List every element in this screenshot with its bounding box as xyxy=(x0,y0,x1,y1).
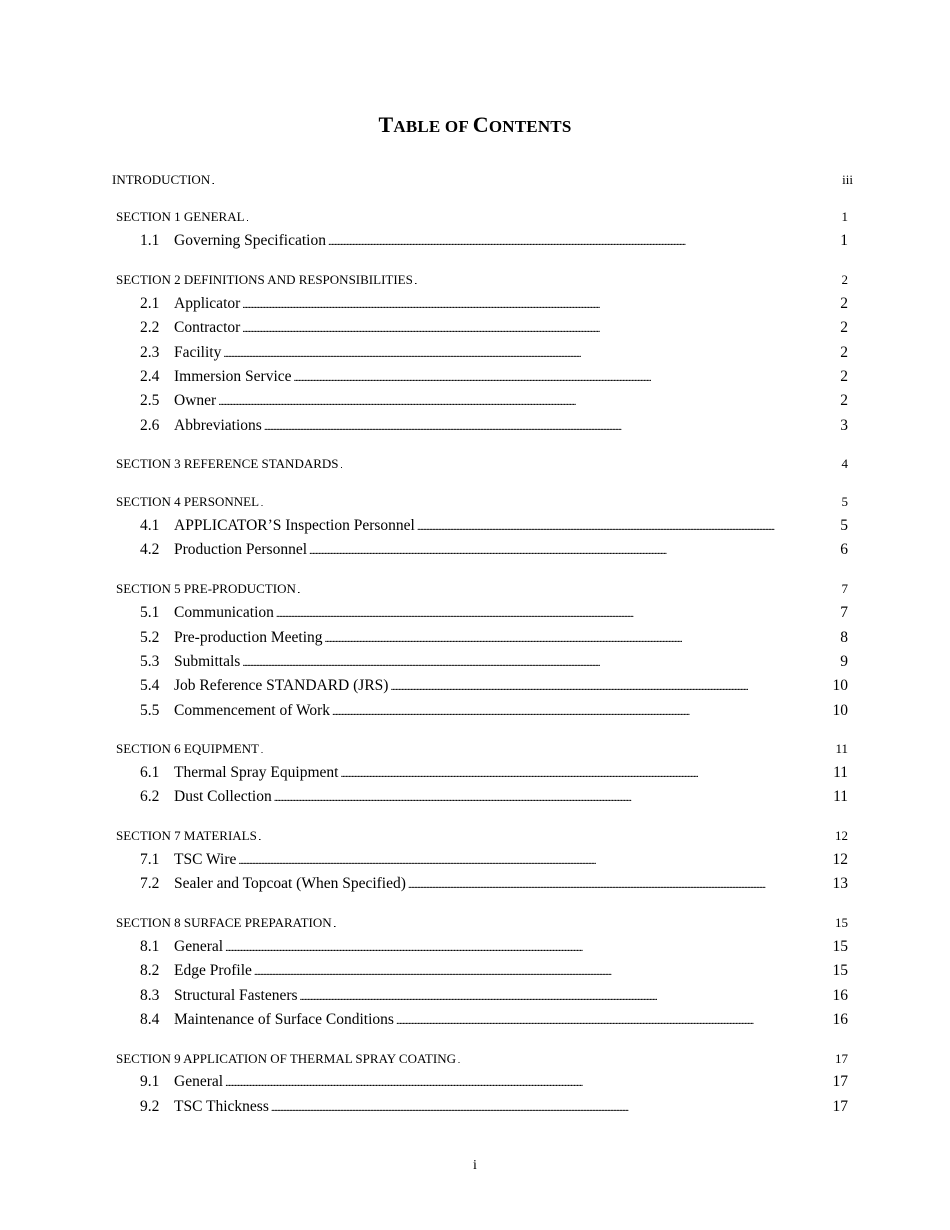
toc-section-page: 12 xyxy=(835,828,848,843)
dot-leader xyxy=(238,855,830,867)
dot-leader xyxy=(271,1102,831,1114)
dot-leader xyxy=(390,681,830,693)
toc-item-number: 6.2 xyxy=(140,788,160,805)
toc-section-page: 15 xyxy=(835,915,848,930)
toc-item-number: 5.4 xyxy=(140,677,160,694)
toc-item-2-5[interactable] xyxy=(140,392,848,410)
dot-leader xyxy=(300,991,831,1003)
toc-item-number: 2.4 xyxy=(140,368,160,385)
dot-leader xyxy=(341,461,840,470)
toc-item-4-2[interactable] xyxy=(140,541,848,559)
toc-item-page: 2 xyxy=(840,319,848,336)
toc-item-page: 9 xyxy=(840,653,848,670)
dot-leader xyxy=(223,348,838,360)
toc-item-number: 1.1 xyxy=(140,232,160,249)
toc-section-3[interactable] xyxy=(116,456,848,472)
toc-section-label: SECTION 4 PERSONNEL xyxy=(116,494,260,509)
dot-leader xyxy=(325,633,839,645)
toc-item-7-2[interactable] xyxy=(140,875,848,893)
toc-item-label: Job Reference STANDARD (JRS) xyxy=(174,677,389,694)
dot-leader xyxy=(417,521,838,533)
toc-section-2[interactable] xyxy=(116,272,848,288)
toc-entry-introduction[interactable] xyxy=(112,172,853,188)
toc-item-page: 11 xyxy=(833,788,848,805)
toc-item-page: 12 xyxy=(832,851,848,868)
toc-section-page: 1 xyxy=(841,209,848,224)
toc-item-8-2[interactable] xyxy=(140,962,848,980)
toc-section-page: 17 xyxy=(835,1051,848,1066)
toc-section-6[interactable] xyxy=(116,741,848,757)
toc-item-label: Pre-production Meeting xyxy=(174,629,323,646)
dot-leader xyxy=(274,792,831,804)
toc-item-5-3[interactable] xyxy=(140,653,848,671)
toc-item-page: 10 xyxy=(832,677,848,694)
toc-item-label: Abbreviations xyxy=(174,417,262,434)
toc-item-label: Governing Specification xyxy=(174,232,326,249)
toc-section-label: SECTION 7 MATERIALS xyxy=(116,828,257,843)
toc-item-page: 17 xyxy=(832,1098,848,1115)
toc-item-number: 9.1 xyxy=(140,1073,160,1090)
toc-item-page: 5 xyxy=(840,517,848,534)
dot-leader xyxy=(415,277,840,286)
toc-item-page: 11 xyxy=(833,764,848,781)
dot-leader xyxy=(328,236,838,248)
toc-item-page: 1 xyxy=(840,232,848,249)
toc-item-page: 3 xyxy=(840,417,848,434)
toc-item-label: Submittals xyxy=(174,653,241,670)
toc-item-label: Production Personnel xyxy=(174,541,308,558)
toc-item-4-1[interactable] xyxy=(140,517,848,535)
toc-item-label: Owner xyxy=(174,392,217,409)
toc-item-1-1[interactable] xyxy=(140,232,848,250)
toc-item-number: 6.1 xyxy=(140,764,160,781)
toc-section-5[interactable] xyxy=(116,581,848,597)
toc-item-number: 5.5 xyxy=(140,702,160,719)
toc-item-page: 2 xyxy=(840,368,848,385)
dot-leader xyxy=(294,372,839,384)
toc-item-label: Facility xyxy=(174,344,222,361)
toc-item-label: Dust Collection xyxy=(174,788,272,805)
toc-section-label: SECTION 2 DEFINITIONS AND RESPONSIBILITIES xyxy=(116,272,413,287)
toc-item-page: 15 xyxy=(832,962,848,979)
toc-item-number: 2.2 xyxy=(140,319,160,336)
toc-section-label: SECTION 3 REFERENCE STANDARDS xyxy=(116,456,339,471)
toc-item-label: TSC Wire xyxy=(174,851,237,868)
toc-item-number: 4.1 xyxy=(140,517,160,534)
toc-item-label: Edge Profile xyxy=(174,962,252,979)
toc-section-label: SECTION 6 EQUIPMENT xyxy=(116,741,259,756)
toc-section-page: 5 xyxy=(841,494,848,509)
toc-item-number: 2.1 xyxy=(140,295,160,312)
dot-leader xyxy=(242,299,838,311)
toc-entry-page: iii xyxy=(842,172,853,187)
toc-section-label: SECTION 8 SURFACE PREPARATION xyxy=(116,915,332,930)
toc-item-number: 8.2 xyxy=(140,962,160,979)
toc-item-2-4[interactable] xyxy=(140,368,848,386)
dot-leader xyxy=(247,214,840,223)
toc-item-label: TSC Thickness xyxy=(174,1098,269,1115)
toc-item-label: Sealer and Topcoat (When Specified) xyxy=(174,875,406,892)
toc-item-page: 7 xyxy=(840,604,848,621)
toc-item-6-1[interactable] xyxy=(140,764,848,782)
dot-leader xyxy=(254,966,831,978)
toc-item-2-2[interactable] xyxy=(140,319,848,337)
toc-section-page: 11 xyxy=(835,741,848,756)
toc-item-page: 16 xyxy=(832,987,848,1004)
toc-item-8-3[interactable] xyxy=(140,987,848,1005)
toc-item-page: 8 xyxy=(840,629,848,646)
dot-leader xyxy=(408,879,831,891)
toc-section-page: 7 xyxy=(841,581,848,596)
toc-item-label: Maintenance of Surface Conditions xyxy=(174,1011,394,1028)
toc-item-6-2[interactable] xyxy=(140,788,848,806)
toc-item-label: Contractor xyxy=(174,319,241,336)
toc-section-label: SECTION 5 PRE-PRODUCTION xyxy=(116,581,296,596)
toc-item-number: 7.1 xyxy=(140,851,160,868)
dot-leader xyxy=(218,396,838,408)
toc-item-label: Immersion Service xyxy=(174,368,292,385)
dot-leader xyxy=(261,746,833,755)
dot-leader xyxy=(340,768,831,780)
toc-item-label: General xyxy=(174,1073,224,1090)
dot-leader xyxy=(334,920,833,929)
dot-leader xyxy=(332,706,830,718)
toc-item-number: 8.4 xyxy=(140,1011,160,1028)
dot-leader xyxy=(264,421,838,433)
toc-entry-label: INTRODUCTION xyxy=(112,172,211,187)
toc-item-label: Applicator xyxy=(174,295,241,312)
toc-item-number: 2.5 xyxy=(140,392,160,409)
toc-item-label: General xyxy=(174,938,224,955)
toc-section-page: 2 xyxy=(841,272,848,287)
toc-section-page: 4 xyxy=(841,456,848,471)
toc-item-8-4[interactable] xyxy=(140,1011,848,1029)
toc-item-number: 2.6 xyxy=(140,417,160,434)
toc-item-7-1[interactable] xyxy=(140,851,848,869)
dot-leader xyxy=(242,323,838,335)
toc-item-page: 13 xyxy=(832,875,848,892)
toc-item-page: 2 xyxy=(840,392,848,409)
toc-item-2-1[interactable] xyxy=(140,295,848,313)
dot-leader xyxy=(225,942,830,954)
toc-item-9-1[interactable] xyxy=(140,1073,848,1091)
title-second-rest: ONTENTS xyxy=(488,117,572,136)
toc-item-label: Thermal Spray Equipment xyxy=(174,764,339,781)
toc-section-4[interactable] xyxy=(116,494,848,510)
toc-item-number: 9.2 xyxy=(140,1098,160,1115)
toc-item-page: 16 xyxy=(832,1011,848,1028)
title-second-cap: C xyxy=(472,112,489,137)
title-first-cap: T xyxy=(378,112,394,137)
toc-item-8-1[interactable] xyxy=(140,938,848,956)
toc-item-page: 2 xyxy=(840,295,848,312)
toc-item-5-4[interactable] xyxy=(140,677,848,695)
toc-item-number: 2.3 xyxy=(140,344,160,361)
toc-section-1[interactable] xyxy=(116,209,848,225)
page-number: i xyxy=(473,1158,477,1173)
dot-leader xyxy=(298,586,840,595)
toc-item-label: Structural Fasteners xyxy=(174,987,298,1004)
toc-item-page: 2 xyxy=(840,344,848,361)
toc-item-5-1[interactable] xyxy=(140,604,848,622)
dot-leader xyxy=(242,657,838,669)
toc-item-label: Communication xyxy=(174,604,274,621)
toc-item-number: 5.3 xyxy=(140,653,160,670)
dot-leader xyxy=(396,1015,831,1027)
toc-item-page: 6 xyxy=(840,541,848,558)
dot-leader xyxy=(259,833,833,842)
toc-item-5-5[interactable] xyxy=(140,702,848,720)
toc-item-number: 8.3 xyxy=(140,987,160,1004)
toc-item-number: 7.2 xyxy=(140,875,160,892)
toc-section-label: SECTION 1 GENERAL xyxy=(116,209,245,224)
dot-leader xyxy=(276,608,838,620)
toc-section-label: SECTION 9 APPLICATION OF THERMAL SPRAY COATING xyxy=(116,1051,456,1066)
toc-item-page: 15 xyxy=(832,938,848,955)
toc-item-number: 4.2 xyxy=(140,541,160,558)
toc-item-2-6[interactable] xyxy=(140,417,848,435)
toc-section-8[interactable] xyxy=(116,915,848,931)
toc-item-2-3[interactable] xyxy=(140,344,848,362)
dot-leader xyxy=(309,545,838,557)
toc-section-7[interactable] xyxy=(116,828,848,844)
toc-item-page: 17 xyxy=(832,1073,848,1090)
toc-item-number: 5.1 xyxy=(140,604,160,621)
toc-item-number: 5.2 xyxy=(140,629,160,646)
toc-section-9[interactable] xyxy=(116,1051,848,1067)
dot-leader xyxy=(458,1056,833,1065)
toc-item-9-2[interactable] xyxy=(140,1098,848,1116)
toc-item-label: APPLICATOR’S Inspection Personnel xyxy=(174,517,415,534)
dot-leader xyxy=(261,499,839,508)
dot-leader xyxy=(225,1077,830,1089)
toc-item-5-2[interactable] xyxy=(140,629,848,647)
dot-leader xyxy=(212,177,840,186)
toc-item-page: 10 xyxy=(832,702,848,719)
toc-item-number: 8.1 xyxy=(140,938,160,955)
title-first-rest: ABLE OF xyxy=(393,117,473,136)
toc-item-label: Commencement of Work xyxy=(174,702,331,719)
